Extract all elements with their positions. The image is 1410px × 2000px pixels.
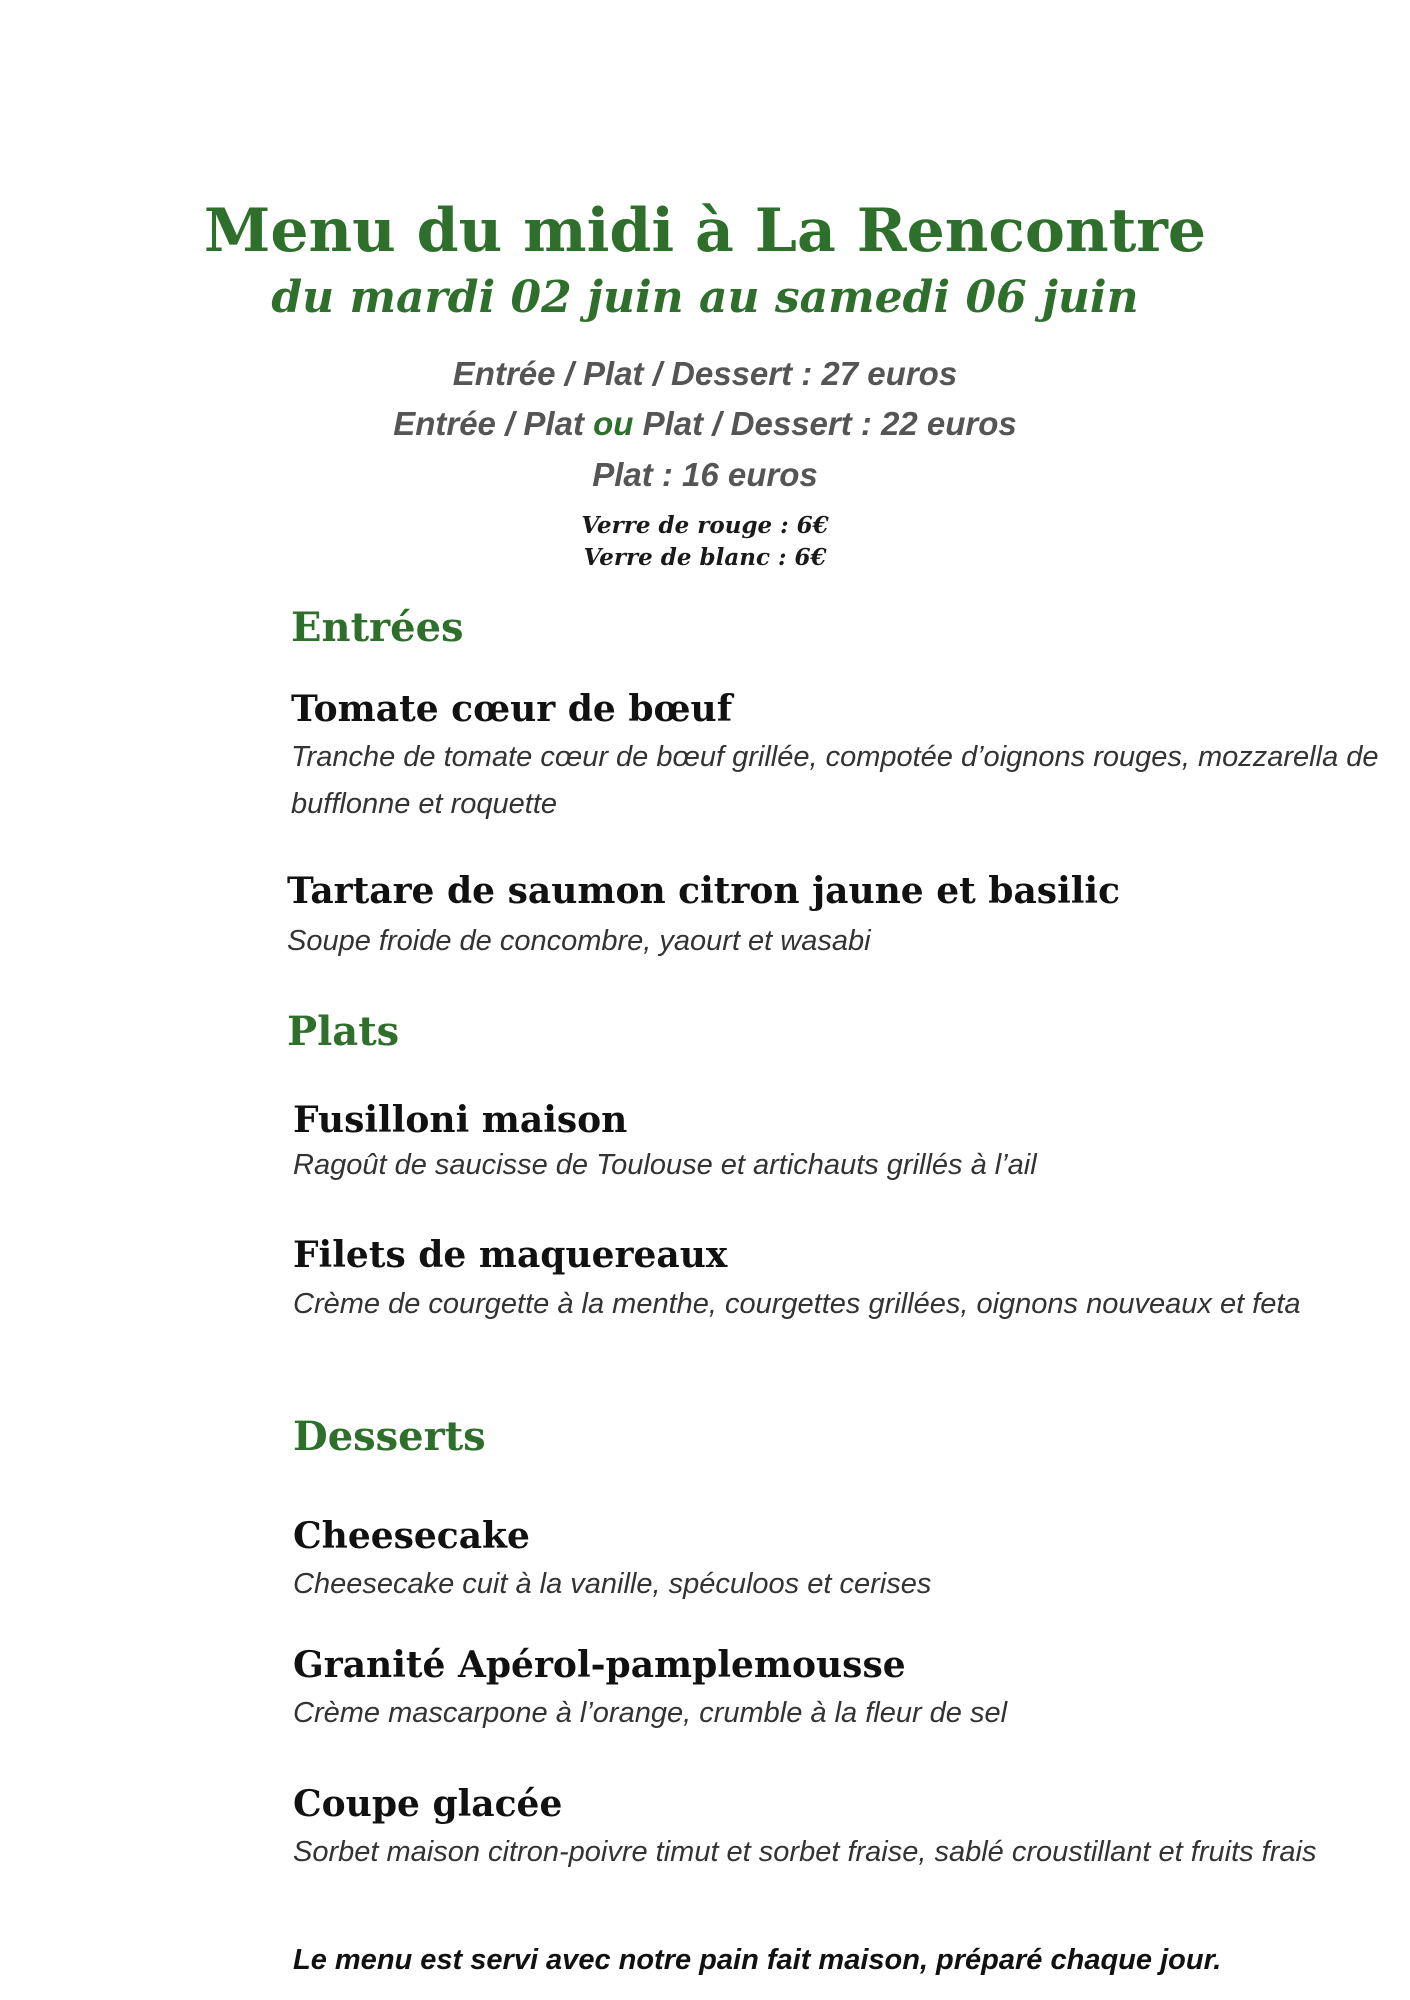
price-line-plat: Plat : 16 euros (592, 456, 818, 493)
dish-name: Tomate cœur de bœuf (291, 688, 733, 730)
page-subtitle: du mardi 02 juin au samedi 06 juin (271, 272, 1139, 323)
wine-white-price: Verre de blanc : 6€ (583, 544, 827, 571)
dish-description: Soupe froide de concombre, yaourt et wasabi (287, 925, 871, 957)
dish-name: Granité Apérol-pamplemousse (293, 1644, 906, 1686)
price-line-two-ou: ou (593, 405, 634, 442)
page-title: Menu du midi à La Rencontre (203, 196, 1207, 266)
footer-note: Le menu est servi avec notre pain fait maison, préparé chaque jour. (293, 1944, 1222, 1976)
section-heading-plats: Plats (287, 1008, 400, 1055)
dish-description: Cheesecake cuit à la vanille, spéculoos et cerises (293, 1568, 932, 1600)
dish-name: Cheesecake (293, 1515, 530, 1557)
dish-name: Fusilloni maison (293, 1099, 628, 1141)
price-line-two-courses (0, 402, 1410, 446)
price-line-two-part1: Entrée / Plat (393, 405, 594, 442)
dish-description: Sorbet maison citron-poivre timut et sorbet fraise, sablé croustillant et fruits frais (293, 1836, 1317, 1868)
price-line-two-part2: Plat / Dessert : 22 euros (633, 405, 1017, 442)
dish-description: Crème mascarpone à l’orange, crumble à la fleur de sel (293, 1697, 1008, 1729)
dish-name: Coupe glacée (293, 1783, 563, 1825)
dish-name: Tartare de saumon citron jaune et basilic (287, 870, 1121, 912)
dish-name: Filets de maquereaux (293, 1234, 728, 1276)
price-line-full: Entrée / Plat / Dessert : 27 euros (452, 355, 958, 392)
dish-description: Ragoût de saucisse de Toulouse et artichauts grillés à l’ail (293, 1149, 1037, 1181)
section-heading-entrees: Entrées (291, 604, 464, 651)
dish-description: Crème de courgette à la menthe, courgettes grillées, oignons nouveaux et feta (293, 1288, 1301, 1320)
wine-red-price: Verre de rouge : 6€ (581, 512, 829, 539)
section-heading-desserts: Desserts (293, 1413, 486, 1460)
dish-description: Tranche de tomate cœur de bœuf grillée, compotée d’oignons rouges, mozzarella de bufflonne et roquette (291, 741, 1379, 820)
